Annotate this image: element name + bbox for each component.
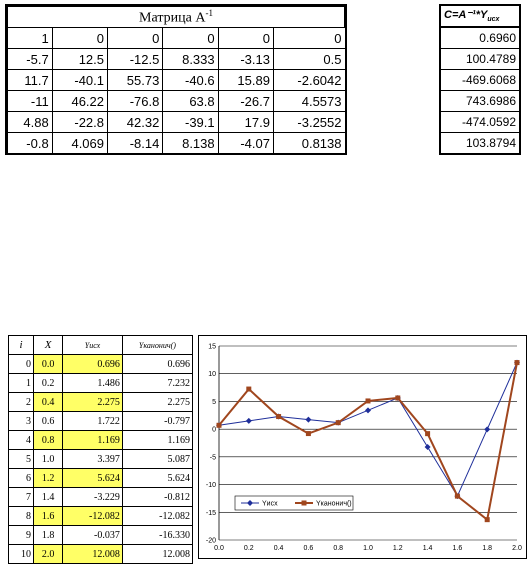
- cvec-header-sub: исх: [487, 16, 500, 24]
- matrix-row: [7, 49, 345, 70]
- table-row: [9, 374, 193, 393]
- cell-i: 7: [9, 488, 34, 507]
- matrix-cell: 4.88: [7, 112, 52, 133]
- cell-y-source: 2.275: [63, 393, 123, 412]
- matrix-cell: -40.6: [163, 70, 218, 91]
- matrix-cell: -5.7: [7, 49, 52, 70]
- matrix-cell: 11.7: [7, 70, 52, 91]
- x-tick-label: 1.2: [392, 545, 403, 552]
- cell-i: 3: [9, 412, 34, 431]
- matrix-cell: -12.5: [108, 49, 163, 70]
- cell-x: 0.0: [33, 355, 62, 374]
- matrix-cell: -40.1: [52, 70, 107, 91]
- matrix-cell: -8.14: [108, 133, 163, 154]
- cell-y-source: 12.008: [63, 545, 123, 564]
- matrix-row: [7, 112, 345, 133]
- table-row: [9, 355, 193, 374]
- x-tick-label: 1.4: [422, 545, 433, 552]
- cell-x: 1.2: [33, 469, 62, 488]
- table-row: [9, 526, 193, 545]
- legend-swatch-marker: [302, 501, 307, 506]
- matrix-cell: 8.333: [163, 49, 218, 70]
- series-1-point: [365, 407, 371, 413]
- y-tick-label: -10: [205, 482, 216, 490]
- y-tick-label: 15: [208, 343, 216, 351]
- coefficient-vector-table: [440, 5, 520, 154]
- table-row: [9, 431, 193, 450]
- x-tick-label: 0.6: [303, 545, 314, 552]
- table-row: [9, 412, 193, 431]
- series-2-point: [217, 423, 222, 428]
- matrix-cell: 0: [108, 28, 163, 49]
- cell-i: 10: [9, 545, 34, 564]
- data-table-body: [9, 355, 193, 564]
- matrix-title: [7, 6, 345, 28]
- series-2-point: [336, 420, 341, 425]
- series-2-point: [246, 387, 251, 392]
- y-tick-label: -5: [209, 454, 216, 462]
- table-row: [9, 507, 193, 526]
- cell-i: 9: [9, 526, 34, 545]
- cell-i: 8: [9, 507, 34, 526]
- cvec-body: [441, 27, 520, 154]
- cell-y-source: 5.624: [63, 469, 123, 488]
- cell-y-source: -3.229: [63, 488, 123, 507]
- matrix-cell: 42.32: [108, 112, 163, 133]
- matrix-title-row: [7, 6, 345, 28]
- cell-x: 0.6: [33, 412, 62, 431]
- matrix-cell: -76.8: [108, 91, 163, 112]
- cell-y-canonical: -12.082: [122, 507, 192, 526]
- cell-y-source: 3.397: [63, 450, 123, 469]
- cell-y-canonical: 5.624: [122, 469, 192, 488]
- x-tick-label: 0.2: [243, 545, 254, 552]
- x-tick-label: 0.4: [273, 545, 284, 552]
- cell-y-canonical: 7.232: [122, 374, 192, 393]
- cvec-value: 100.4789: [441, 49, 520, 70]
- matrix-cell: 1: [7, 28, 52, 49]
- cell-y-canonical: 0.696: [122, 355, 192, 374]
- cvec-header-row: [441, 6, 520, 28]
- cvec-row: [441, 27, 520, 49]
- cvec-row: [441, 70, 520, 91]
- matrix-cell: -11: [7, 91, 52, 112]
- matrix-row: [7, 70, 345, 91]
- header-i: i: [9, 336, 34, 355]
- cell-y-canonical: 12.008: [122, 545, 192, 564]
- series-1-point: [305, 417, 311, 423]
- cvec-row: [441, 133, 520, 154]
- x-tick-label: 0.0: [214, 545, 224, 552]
- cell-y-canonical: -0.797: [122, 412, 192, 431]
- matrix-row: [7, 91, 345, 112]
- matrix-cell: -4.07: [218, 133, 273, 154]
- table-row: [9, 450, 193, 469]
- header-y-canonical: Yканонич(): [122, 336, 192, 355]
- cell-x: 1.6: [33, 507, 62, 526]
- data-table: [8, 335, 193, 564]
- chart-svg: [199, 336, 526, 558]
- matrix-cell: 4.069: [52, 133, 107, 154]
- series-2-point: [395, 395, 400, 400]
- x-tick-label: 1.0: [363, 545, 373, 552]
- series-1-point: [246, 418, 252, 424]
- header-y-source: Yисх: [63, 336, 123, 355]
- cvec-row: [441, 49, 520, 70]
- series-2-point: [515, 360, 520, 365]
- x-tick-label: 1.8: [482, 545, 493, 552]
- cell-x: 0.4: [33, 393, 62, 412]
- matrix-cell: 55.73: [108, 70, 163, 91]
- cell-i: 6: [9, 469, 34, 488]
- cell-i: 4: [9, 431, 34, 450]
- cvec-value: 743.6986: [441, 91, 520, 112]
- cell-y-source: 1.169: [63, 431, 123, 450]
- table-row: [9, 488, 193, 507]
- cell-y-source: 0.696: [63, 355, 123, 374]
- legend-label: Yканонич(): [316, 500, 352, 508]
- matrix-cell: -0.8: [7, 133, 52, 154]
- cell-x: 0.2: [33, 374, 62, 393]
- cell-i: 5: [9, 450, 34, 469]
- matrix-row: [7, 133, 345, 154]
- cvec-row: [441, 112, 520, 133]
- matrix-cell: 46.22: [52, 91, 107, 112]
- series-2-point: [306, 431, 311, 436]
- cell-x: 0.8: [33, 431, 62, 450]
- cvec-header: [441, 6, 520, 28]
- cvec-value: -469.6068: [441, 70, 520, 91]
- cell-y-source: 1.722: [63, 412, 123, 431]
- cvec-value: 0.6960: [441, 27, 520, 49]
- matrix-cell: 0.8138: [273, 133, 345, 154]
- matrix-cell: -3.2552: [273, 112, 345, 133]
- matrix-cell: 4.5573: [273, 91, 345, 112]
- cvec-row: [441, 91, 520, 112]
- line-chart: [198, 335, 527, 559]
- cell-y-canonical: 2.275: [122, 393, 192, 412]
- matrix-cell: 63.8: [163, 91, 218, 112]
- cell-y-canonical: 1.169: [122, 431, 192, 450]
- y-tick-label: 5: [212, 398, 216, 406]
- y-tick-label: -20: [205, 537, 216, 545]
- matrix-cell: 8.138: [163, 133, 218, 154]
- matrix-cell: 0: [273, 28, 345, 49]
- matrix-cell: -39.1: [163, 112, 218, 133]
- cell-x: 1.4: [33, 488, 62, 507]
- cvec-header-text: C=A⁻¹*Y: [444, 9, 488, 22]
- cell-i: 1: [9, 374, 34, 393]
- matrix-cell: 15.89: [218, 70, 273, 91]
- legend-label: Yисх: [262, 500, 278, 508]
- matrix-cell: -26.7: [218, 91, 273, 112]
- cell-y-canonical: 5.087: [122, 450, 192, 469]
- y-tick-label: 0: [212, 426, 216, 434]
- matrix-body: [7, 28, 345, 154]
- y-tick-label: 10: [208, 371, 216, 379]
- cell-y-canonical: -16.330: [122, 526, 192, 545]
- series-2-point: [366, 398, 371, 403]
- series-1-point: [484, 426, 490, 432]
- cell-y-source: 1.486: [63, 374, 123, 393]
- x-tick-label: 2.0: [512, 545, 522, 552]
- cell-i: 0: [9, 355, 34, 374]
- x-tick-label: 1.6: [452, 545, 463, 552]
- cell-x: 2.0: [33, 545, 62, 564]
- matrix-cell: 0: [52, 28, 107, 49]
- cell-y-source: -0.037: [63, 526, 123, 545]
- cvec-value: -474.0592: [441, 112, 520, 133]
- matrix-title-sup: -1: [205, 7, 213, 18]
- matrix-cell: -2.6042: [273, 70, 345, 91]
- matrix-cell: 0.5: [273, 49, 345, 70]
- series-2-point: [425, 431, 430, 436]
- matrix-cell: 17.9: [218, 112, 273, 133]
- cell-x: 1.0: [33, 450, 62, 469]
- data-table-header-row: [9, 336, 193, 355]
- matrix-cell: 12.5: [52, 49, 107, 70]
- series-2-point: [276, 414, 281, 419]
- series-2-point: [455, 494, 460, 499]
- cell-y-canonical: -0.812: [122, 488, 192, 507]
- cell-y-source: -12.082: [63, 507, 123, 526]
- x-tick-label: 0.8: [333, 545, 344, 552]
- table-row: [9, 469, 193, 488]
- matrix-row: [7, 28, 345, 49]
- cell-x: 1.8: [33, 526, 62, 545]
- matrix-cell: 0: [218, 28, 273, 49]
- matrix-cell: -3.13: [218, 49, 273, 70]
- series-2-point: [485, 517, 490, 522]
- cell-i: 2: [9, 393, 34, 412]
- matrix-inverse-table: [6, 5, 346, 154]
- table-row: [9, 393, 193, 412]
- cvec-value: 103.8794: [441, 133, 520, 154]
- header-x: X: [33, 336, 62, 355]
- matrix-cell: -22.8: [52, 112, 107, 133]
- y-tick-label: -15: [205, 509, 216, 517]
- series-1-point: [425, 444, 431, 450]
- matrix-title-text: Матрица A: [139, 10, 206, 26]
- matrix-cell: 0: [163, 28, 218, 49]
